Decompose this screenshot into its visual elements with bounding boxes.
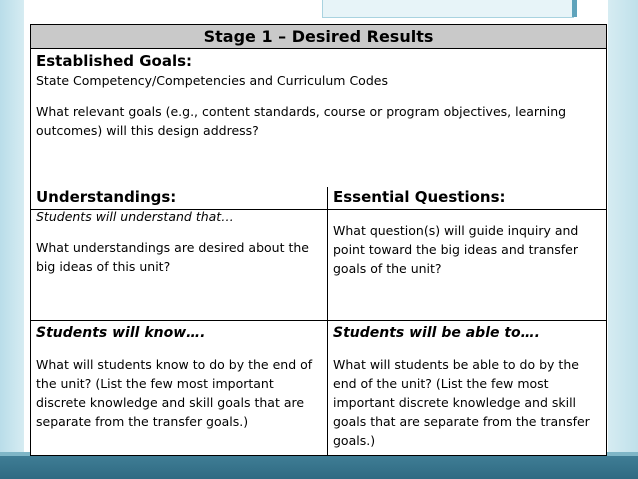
top-decorative-tab bbox=[322, 0, 574, 18]
established-goals-heading: Established Goals: bbox=[36, 52, 193, 70]
left-decorative-bar bbox=[0, 0, 24, 456]
table-title: Stage 1 – Desired Results bbox=[31, 25, 606, 49]
understandings-cell bbox=[31, 187, 328, 321]
top-decorative-accent bbox=[572, 0, 577, 17]
understandings-subheading: Students will understand that… bbox=[36, 209, 234, 224]
right-decorative-bar bbox=[608, 0, 638, 456]
stage1-table bbox=[30, 24, 607, 456]
students-know-heading: Students will know…. bbox=[36, 325, 206, 341]
goals-question: What relevant goals (e.g., content standards, course or program objectives, learning outcomes) will this design address? bbox=[36, 104, 567, 138]
students-know-question: What will students know to do by the end of the unit? (List the few most important discrete knowledge and skill goals that are separate from the transfer goals.) bbox=[36, 357, 313, 429]
bottom-decorative-bar bbox=[0, 456, 638, 479]
understandings-heading: Understandings: bbox=[36, 188, 177, 206]
students-able-question: What will students be able to do by the end of the unit? (List the few most important discrete knowledge and skill goals that are separate from the transfer goals.) bbox=[333, 357, 590, 448]
essential-questions-heading: Essential Questions: bbox=[333, 188, 506, 206]
students-know-cell bbox=[31, 321, 328, 455]
essential-questions-cell bbox=[328, 187, 606, 321]
essential-questions-question: What question(s) will guide inquiry and point toward the big ideas and transfer goals of the unit? bbox=[333, 223, 579, 276]
understandings-question: What understandings are desired about the big ideas of this unit? bbox=[36, 240, 309, 274]
students-able-heading: Students will be able to…. bbox=[333, 325, 540, 341]
students-able-cell bbox=[328, 321, 606, 455]
established-goals-cell bbox=[31, 49, 606, 210]
competency-codes-text: State Competency/Competencies and Curriculum Codes bbox=[36, 73, 388, 88]
